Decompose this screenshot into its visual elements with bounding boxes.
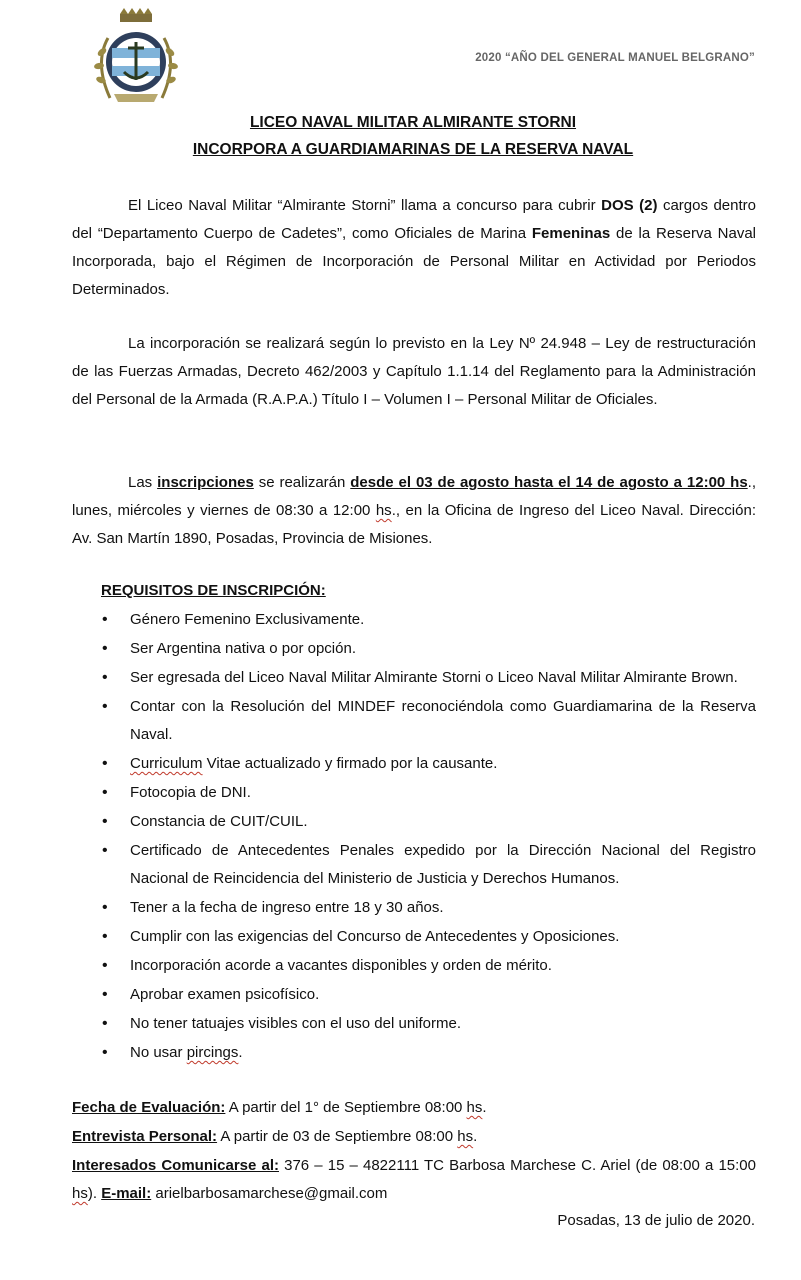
list-item: • Tener a la fecha de ingreso entre 18 y 30 años. xyxy=(100,894,756,922)
list-item: • Incorporación acorde a vacantes disponibles y orden de mérito. xyxy=(100,952,756,980)
list-item: • Contar con la Resolución del MINDEF reconociéndola como Guardiamarina de la Reserva Naval. xyxy=(100,693,756,749)
list-item: • No usar pircings. xyxy=(100,1039,756,1067)
list-item: • No tener tatuajes visibles con el uso del uniforme. xyxy=(100,1010,756,1038)
place-date: Posadas, 13 de julio de 2020. xyxy=(557,1212,755,1229)
paragraph-call: El Liceo Naval Militar “Almirante Storni” llama a concurso para cubrir DOS (2) cargos dentro del “Departamento Cuerpo de Cadetes”, como Oficiales de Marina Femeninas de la Reserva Naval Incorporada, bajo el Régimen de Incorporación de Personal Militar en Actividad por Periodos Determinados. xyxy=(72,197,756,298)
evaluation-date: Fecha de Evaluación: A partir del 1° de Septiembre 08:00 hs. xyxy=(72,1099,487,1116)
list-item: • Cumplir con las exigencias del Concurso de Antecedentes y Oposiciones. xyxy=(100,923,756,951)
interview-date: Entrevista Personal: A partir de 03 de Septiembre 08:00 hs. xyxy=(72,1128,478,1145)
requirements-list xyxy=(100,606,756,1068)
list-item: • Constancia de CUIT/CUIL. xyxy=(100,808,756,836)
contact-info: Interesados Comunicarse al: 376 – 15 – 4822111 TC Barbosa Marchese C. Ariel (de 08:00 a 15:00 hs). E-mail: arielbarbosamarchese@gmail.com xyxy=(72,1157,756,1202)
paragraph-registration: Las inscripciones se realizarán desde el 03 de agosto hasta el 14 de agosto a 12:00 hs., lunes, miércoles y viernes de 08:30 a 12:00 hs., en la Oficina de Ingreso del Liceo Naval. Dirección: Av. San Martín 1890, Posadas, Provincia de Misiones. xyxy=(72,474,757,547)
paragraph-legal-basis: La incorporación se realizará según lo previsto en la Ley Nº 24.948 – Ley de restructuración de las Fuerzas Armadas, Decreto 462/2003 y Capítulo 1.1.14 del Reglamento para la Administración del Personal de la Armada (R.A.P.A.) Título I – Volumen I – Personal Militar de Oficiales. xyxy=(72,335,756,408)
list-item: • Fotocopia de DNI. xyxy=(100,779,756,807)
year-motto: 2020 “AÑO DEL GENERAL MANUEL BELGRANO” xyxy=(475,52,755,64)
list-item: • Ser Argentina nativa o por opción. xyxy=(100,635,756,663)
list-item: • Certificado de Antecedentes Penales expedido por la Dirección Nacional del Registro Nacional de Reincidencia del Ministerio de Justicia y Derechos Humanos. xyxy=(100,837,756,893)
list-item: • Ser egresada del Liceo Naval Militar Almirante Storni o Liceo Naval Militar Almirante Brown. xyxy=(100,664,756,692)
list-item: • Aprobar examen psicofísico. xyxy=(100,981,756,1009)
requirements-heading: REQUISITOS DE INSCRIPCIÓN: xyxy=(101,582,326,599)
naval-crest-logo xyxy=(90,8,182,112)
list-item: • Curriculum Vitae actualizado y firmado por la causante. xyxy=(100,750,756,778)
document-title: LICEO NAVAL MILITAR ALMIRANTE STORNI xyxy=(249,114,577,131)
email-address[interactable]: arielbarbosamarchese@gmail.com xyxy=(151,1185,388,1202)
document-subtitle: INCORPORA A GUARDIAMARINAS DE LA RESERVA NAVAL xyxy=(192,141,634,158)
list-item: • Género Femenino Exclusivamente. xyxy=(100,606,756,634)
